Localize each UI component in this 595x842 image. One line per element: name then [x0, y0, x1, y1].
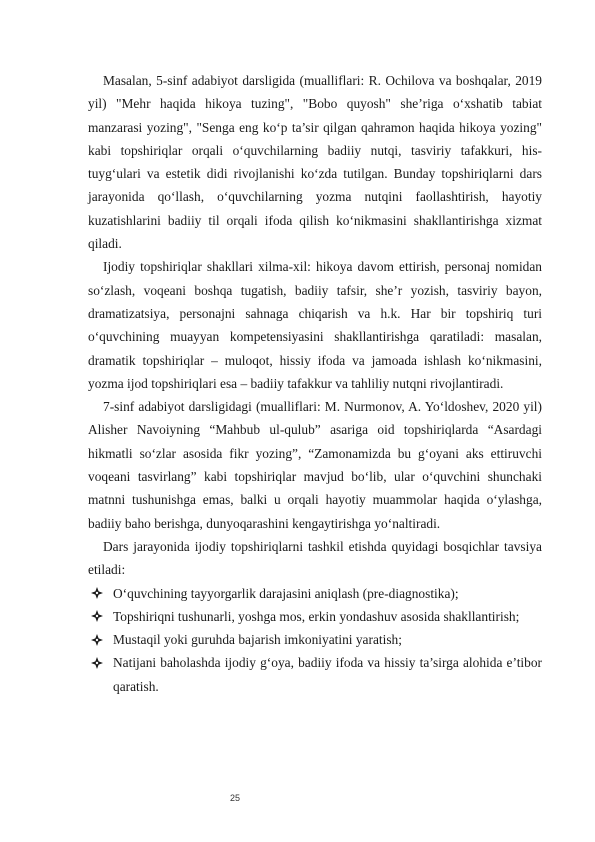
paragraph-example-grade5: Masalan, 5-sinf adabiyot darsligida (mualliflari: R. Ochilova va boshqalar, 2019 yil) "Mehr haqida hikoya tuzing", "Bobo quyosh" she’riga o‘xshatib tabiat manzarasi yozing", "Senga eng ko‘p ta’sir qilgan qahramon haqida hikoya yozing" kabi topshiriqlar orqali o‘quvchilarning badiiy nutqi, tasviriy tafakkuri, his-tuyg‘ulari va estetik didi rivojlanishi ko‘zda tutilgan. Bunday topshiriqlarni dars jarayonida qo‘llash, o‘quvchilarning yozma nutqini faollashtirish, hayotiy kuzatishlarini badiiy til orqali ifoda qilish ko‘nikmasini shakllantirishga xizmat qiladi. — [88, 73, 542, 252]
stages-list — [88, 582, 542, 698]
list-item — [88, 628, 542, 651]
diamond-flower-bullet-icon — [90, 605, 104, 628]
paragraph-task-forms: Ijodiy topshiriqlar shakllari xilma-xil: hikoya davom ettirish, personaj nomidan so‘zlash, voqeani boshqa tugatish, badiiy tafsir, she’r yozish, tasviriy bayon, dramatizatsiya, personajni sahnaga chiqarish va h.k. Har bir topshiriq turi o‘quvchining muayyan kompetensiyasini shakllantirishga qaratiladi: masalan, dramatik topshiriqlar – muloqot, hissiy ifoda va jamoada ishlash ko‘nikmasini, yozma ijod topshiriqlari esa – badiiy tafakkur va tahliliy nutqni rivojlantiradi. — [88, 259, 542, 391]
list-item-text: Topshiriqni tushunarli, yoshga mos, erkin yondashuv asosida shakllantirish; — [113, 608, 520, 624]
paragraph-example-grade7: 7-sinf adabiyot darsligidagi (mualliflari: M. Nurmonov, A. Yo‘ldoshev, 2020 yil) Alisher Navoiyning “Mahbub ul-qulub” asariga oid topshiriqlarda “Asardagi hikmatli so‘zlar asosida fikr yozing”, “Zamonamizda bu g‘oyani aks ettiruvchi voqeani tasvirlang” kabi topshiriqlar mavjud bo‘lib, ular o‘quvchini shunchaki matnni tushunishga emas, balki u orqali hayotiy muammolar haqida o‘ylashga, badiiy baho berishga, dunyoqarashini kengaytirishga yo‘naltiradi. — [88, 399, 542, 531]
diamond-flower-bullet-icon — [90, 628, 104, 651]
document-body — [88, 69, 542, 698]
page-number: 25 — [230, 793, 241, 803]
paragraph-stages-intro: Dars jarayonida ijodiy topshiriqlarni tashkil etishda quyidagi bosqichlar tavsiya etiladi: — [88, 538, 542, 578]
diamond-flower-bullet-icon — [90, 582, 104, 605]
list-item — [88, 651, 542, 698]
diamond-flower-bullet-icon — [90, 651, 104, 674]
list-item — [88, 582, 542, 605]
list-item-text: Natijani baholashda ijodiy g‘oya, badiiy ifoda va hissiy ta’sirga alohida e’tibor qaratish. — [113, 655, 542, 694]
list-item-text: Mustaqil yoki guruhda bajarish imkoniyatini yaratish; — [113, 632, 402, 648]
list-item — [88, 605, 542, 628]
list-item-text: O‘quvchining tayyorgarlik darajasini aniqlash (pre-diagnostika); — [113, 585, 459, 601]
